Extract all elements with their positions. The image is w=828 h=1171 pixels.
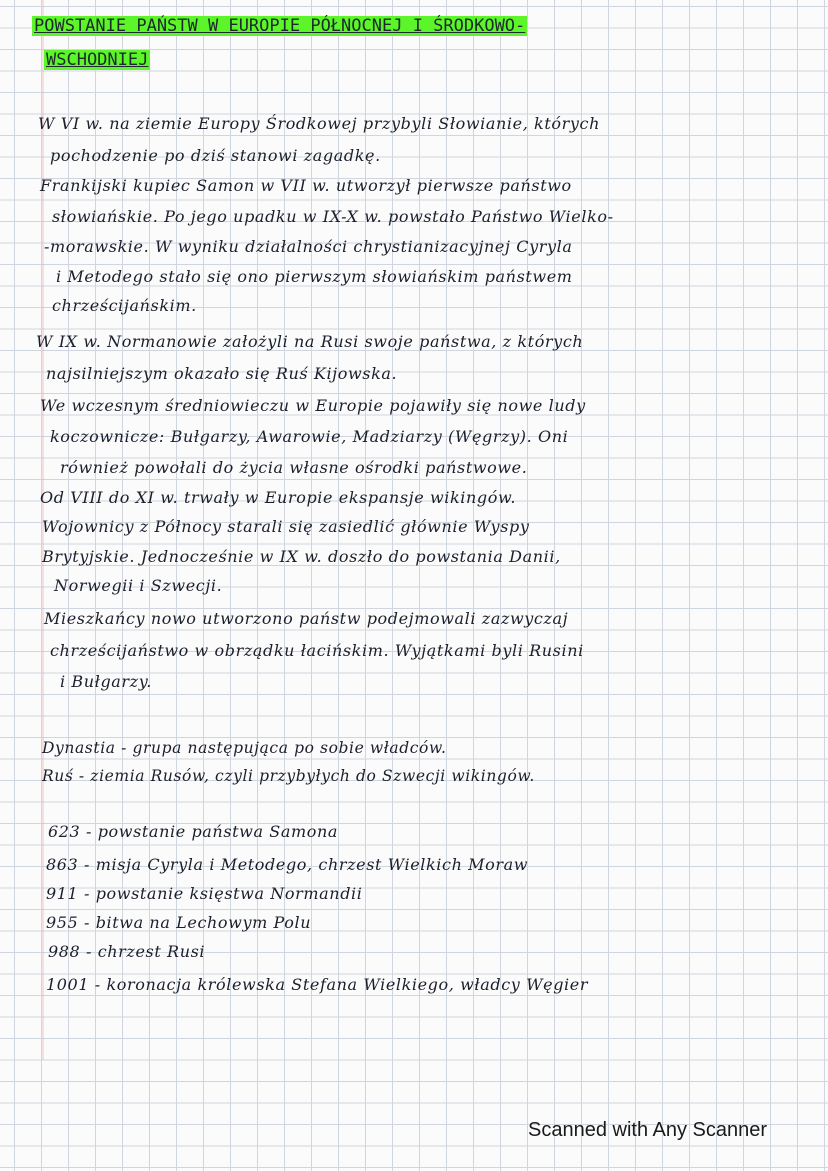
body-line: We wczesnym średniowieczu w Europie pojawiły się nowe ludy (40, 396, 586, 415)
timeline-entry: 623 - powstanie państwa Samona (48, 822, 339, 841)
timeline-entry: 911 - powstanie księstwa Normandii (46, 884, 363, 903)
body-line: Wojownicy z Północy starali się zasiedlić głównie Wyspy (42, 517, 530, 536)
body-line: Mieszkańcy nowo utworzono państw podejmowali zazwyczaj (44, 609, 569, 628)
scanner-watermark: Scanned with Any Scanner (528, 1119, 768, 1141)
timeline-entry: 988 - chrzest Rusi (48, 942, 206, 961)
body-line: -morawskie. W wyniku działalności chrystianizacyjnej Cyryla (44, 237, 573, 256)
body-line: chrześcijańskim. (52, 296, 197, 315)
note-title-line-1 (32, 16, 527, 36)
body-line: słowiańskie. Po jego upadku w IX-X w. powstało Państwo Wielko- (52, 207, 614, 226)
title-highlight: WSCHODNIEJ (46, 50, 149, 70)
note-title-line-2 (44, 50, 150, 70)
body-line: najsilniejszym okazało się Ruś Kijowska. (46, 364, 398, 383)
body-line: Norwegii i Szwecji. (54, 576, 223, 595)
timeline-entry: 863 - misja Cyryla i Metodego, chrzest Wielkich Moraw (46, 855, 529, 874)
body-line: Frankijski kupiec Samon w VII w. utworzył pierwsze państwo (40, 176, 572, 195)
body-line: koczownicze: Bułgarzy, Awarowie, Madziarzy (Węgrzy). Oni (50, 427, 569, 446)
body-line: pochodzenie po dziś stanowi zagadkę. (50, 146, 381, 165)
body-line: chrześcijaństwo w obrządku łacińskim. Wyjątkami byli Rusini (50, 641, 584, 660)
body-line: Brytyjskie. Jednocześnie w IX w. doszło do powstania Danii, (42, 547, 561, 566)
timeline-entry: 1001 - koronacja królewska Stefana Wielkiego, władcy Węgier (46, 975, 589, 994)
body-line: i Metodego stało się ono pierwszym słowiańskim państwem (56, 267, 573, 286)
title-highlight: POWSTANIE PAŃSTW W EUROPIE PÓŁNOCNEJ I ŚRODKOWO- (34, 16, 526, 36)
body-line: również powołali do życia własne ośrodki państwowe. (60, 458, 528, 477)
definition-line: Dynastia - grupa następująca po sobie władców. (42, 739, 447, 757)
body-line: W VI w. na ziemie Europy Środkowej przybyli Słowianie, których (38, 114, 600, 133)
body-line: Od VIII do XI w. trwały w Europie ekspansje wikingów. (40, 488, 517, 507)
definition-line: Ruś - ziemia Rusów, czyli przybyłych do Szwecji wikingów. (42, 767, 535, 785)
timeline-entry: 955 - bitwa na Lechowym Polu (46, 913, 312, 932)
body-line: W IX w. Normanowie założyli na Rusi swoje państwa, z których (36, 332, 584, 351)
body-line: i Bułgarzy. (60, 672, 152, 691)
